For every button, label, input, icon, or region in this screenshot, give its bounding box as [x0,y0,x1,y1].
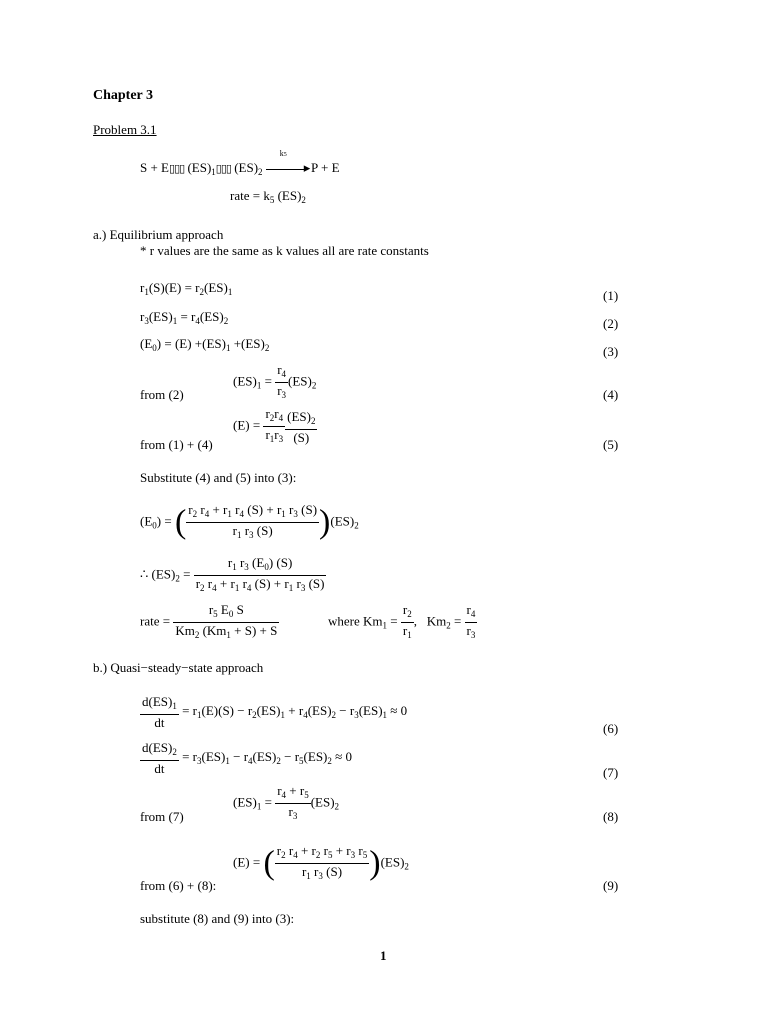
equation-7: $\frac{d(ES)_2}{dt}$ = $r_3(ES)_1 - r_4(ES)_2 - r_5(ES)_2 \approx 0$ [142,740,353,776]
from-6-8-label: from (6) + (8): [140,878,217,893]
page-number: 1 [380,948,387,963]
eq-number-4: (4) [603,387,619,402]
from-2-label: from (2) [140,387,184,402]
chapter-title: Chapter 3 [93,88,154,103]
section-a-note: * r values are the same as k values all are rate constants [140,243,429,258]
problem-title: Problem 3.1 [93,122,157,137]
equation-rate-a: rate = $\frac{r_5 E_0 S}{Km_2 (Km_1 + S) + S}$ [140,602,278,640]
equation-4: $(ES)_1$ = $\frac{r_4}{r_3}$ $(ES)_2$ [233,362,317,400]
eq-number-7: (7) [603,765,619,780]
equation-6: $\frac{d(ES)_1}{dt}$ = $r_1(E)(S) - r_2(ES)_1 + r_4(ES)_2 - r_3(ES)_1 \approx 0$ [142,694,408,730]
equation-e0: $(E_0)$ = ( $\frac{r_2 r_4 + r_1 r_4 (S) + r_1 r_3 (S)}{r_1 r_3 (S)}$ )$(ES)_2$ [140,502,359,541]
reaction-es2: (ES) [234,160,259,175]
eq-number-5: (5) [603,437,619,452]
km-definitions: where $Km_1$ = $\frac{r_2}{r_1}$ , $Km_2$ = $\frac{r_4}{r_3}$ [328,602,476,640]
equation-es2: ∴ $(ES)_2$ = $\frac{r_1 r_3 (E_0) (S)}{r_2 r_4 + r_1 r_4 (S) + r_1 r_3 (S)}$ [140,555,325,593]
reaction-rhs: P + E [311,160,340,175]
rate-expression: rate = $k_5$ $(ES)_2$ [230,188,306,205]
equilibrium-arrow-icon: ▯▯▯ [169,163,185,175]
equilibrium-arrow-icon: ▯▯▯ [215,163,231,175]
section-b-title: b.) Quasi−steady−state approach [93,660,264,675]
equation-9: (E) = ( $\frac{r_2 r_4 + r_2 r_5 + r_3 r_5}{r_1 r_3 (S)}$ )$(ES)_2$ [233,843,409,882]
forward-arrow-icon: k5 ▸ [266,160,308,176]
section-a-title: a.) Equilibrium approach [93,227,224,242]
reaction-es1: (ES) [187,160,212,175]
eq-number-8: (8) [603,809,619,824]
equation-3: $(E_0) = (E) +(ES)_1 +(ES)_2$ [140,336,270,353]
from-7-label: from (7) [140,809,184,824]
reaction-equation: S + E▯▯▯ $(ES)_1▯▯▯$ $(ES)_2$ k5 ▸ P + E [140,149,340,177]
equation-8: $(ES)_1$ = $\frac{r_4 + r_5}{r_3}$ $(ES)_2$ [233,783,340,821]
substitute-8-9-label: substitute (8) and (9) into (3): [140,911,295,926]
equation-1: $r_1(S)(E) = r_2(ES)_1$ [140,280,233,297]
eq-number-9: (9) [603,878,619,893]
eq-number-3: (3) [603,344,619,359]
substitute-4-5-label: Substitute (4) and (5) into (3): [140,470,297,485]
reaction-lhs: S + E [140,160,170,175]
eq-number-1: (1) [603,288,619,303]
eq-number-6: (6) [603,721,619,736]
equation-2: $r_3(ES)_1 = r_4(ES)_2$ [140,309,229,326]
from-1-4-label: from (1) + (4) [140,437,213,452]
equation-5: (E) = $\frac{r_2r_4}{r_1r_3}$ $\frac{(ES)_2}{(S)}$ [233,406,316,445]
eq-number-2: (2) [603,316,619,331]
